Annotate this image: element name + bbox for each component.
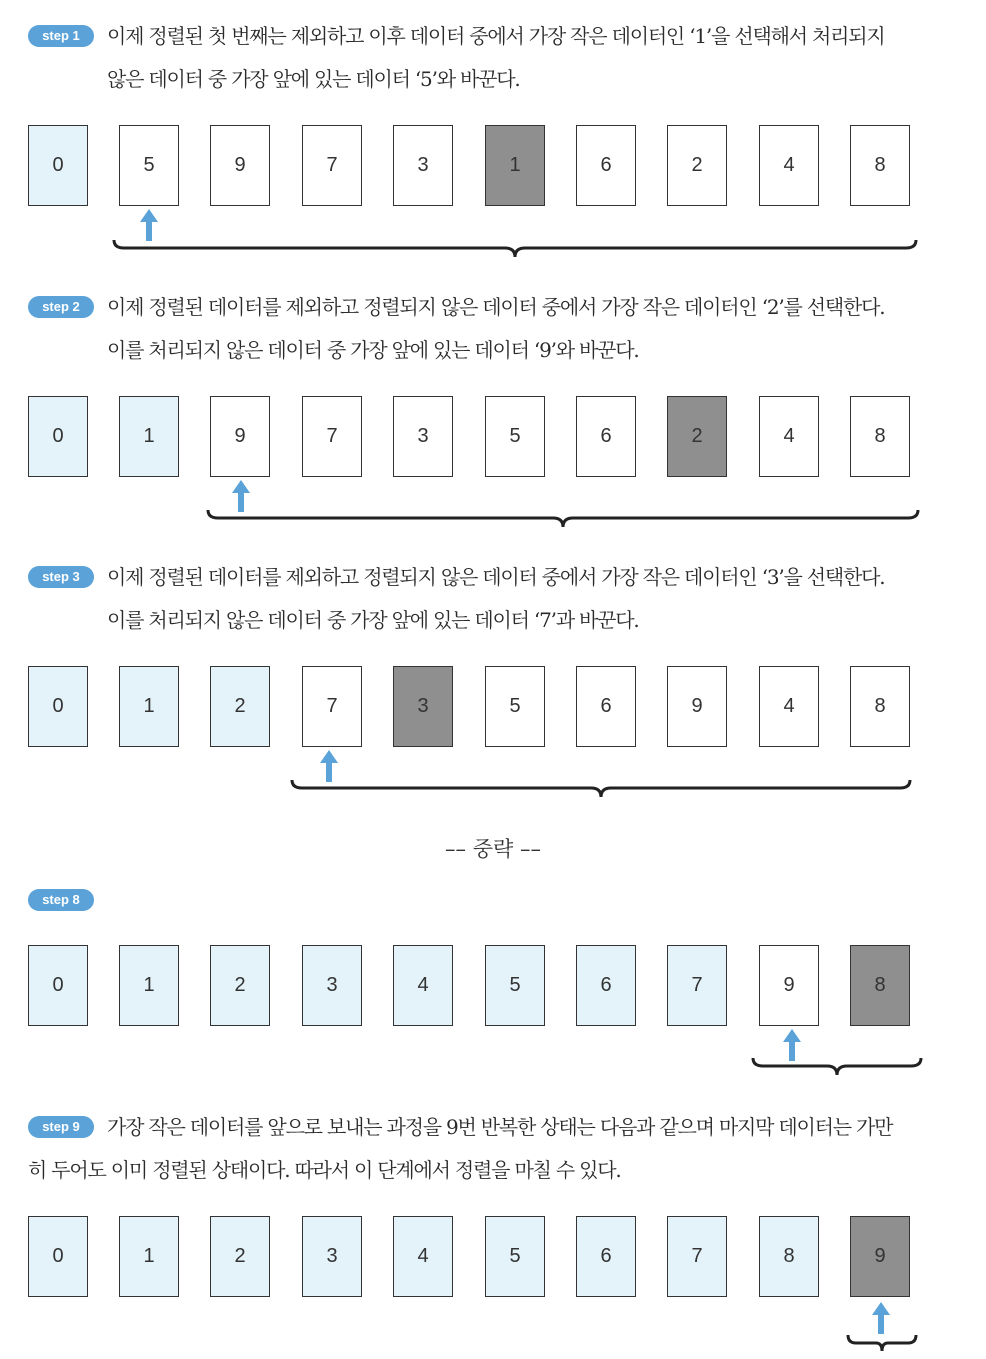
step-2-range-brace-icon	[206, 508, 920, 530]
step-8-cell-2: 2	[210, 945, 270, 1026]
step-2-cell-1: 1	[119, 396, 179, 477]
step-8-cell-7: 7	[667, 945, 727, 1026]
step-8-cell-5: 5	[485, 945, 545, 1026]
step-2-cell-5: 5	[485, 396, 545, 477]
step-8-cell-0: 0	[28, 945, 88, 1026]
omission-marker: –– 중략 ––	[445, 837, 541, 861]
step-1-pointer-arrow-icon	[139, 208, 159, 241]
step-2-cell-9: 8	[850, 396, 910, 477]
step-1-badge: step 1	[28, 25, 94, 47]
step-3-cell-6: 6	[576, 666, 636, 747]
step-1-cell-4: 3	[393, 125, 453, 206]
step-8-badge: step 8	[28, 889, 94, 911]
step-9-cell-5: 5	[485, 1216, 545, 1297]
step-3-range-brace-icon	[290, 778, 912, 800]
step-3-badge: step 3	[28, 566, 94, 588]
step-3-cell-3: 7	[302, 666, 362, 747]
step-9-text-line-1: 가장 작은 데이터를 앞으로 보내는 과정을 9번 반복한 상태는 다음과 같으며 마지막 데이터는 가만	[107, 1115, 893, 1139]
step-1-text-line-1: 이제 정렬된 첫 번째는 제외하고 이후 데이터 중에서 가장 작은 데이터인 ‘1’을 선택해서 처리되지	[107, 24, 885, 48]
step-1-cell-3: 7	[302, 125, 362, 206]
step-2-text-line-2: 이를 처리되지 않은 데이터 중 가장 앞에 있는 데이터 ‘9’와 바꾼다.	[107, 338, 639, 362]
step-9-badge: step 9	[28, 1116, 94, 1138]
step-2-cell-7: 2	[667, 396, 727, 477]
step-8-cell-4: 4	[393, 945, 453, 1026]
step-8-cell-8: 9	[759, 945, 819, 1026]
step-3-text-line-2: 이를 처리되지 않은 데이터 중 가장 앞에 있는 데이터 ‘7’과 바꾼다.	[107, 608, 639, 632]
step-9-cell-8: 8	[759, 1216, 819, 1297]
step-1-cell-8: 4	[759, 125, 819, 206]
step-1-cell-0: 0	[28, 125, 88, 206]
step-1-cell-1: 5	[119, 125, 179, 206]
step-1-cell-6: 6	[576, 125, 636, 206]
step-8-cell-1: 1	[119, 945, 179, 1026]
step-3-cell-4: 3	[393, 666, 453, 747]
step-2-cell-8: 4	[759, 396, 819, 477]
step-3-cell-7: 9	[667, 666, 727, 747]
step-9-cell-2: 2	[210, 1216, 270, 1297]
step-9-cell-7: 7	[667, 1216, 727, 1297]
step-2-text-line-1: 이제 정렬된 데이터를 제외하고 정렬되지 않은 데이터 중에서 가장 작은 데이터인 ‘2’를 선택한다.	[107, 295, 885, 319]
step-8-cell-3: 3	[302, 945, 362, 1026]
step-9-range-brace-icon	[846, 1333, 918, 1355]
step-2-cell-3: 7	[302, 396, 362, 477]
step-3-cell-5: 5	[485, 666, 545, 747]
step-3-cell-2: 2	[210, 666, 270, 747]
step-9-cell-4: 4	[393, 1216, 453, 1297]
step-9-pointer-arrow-icon	[871, 1301, 891, 1334]
step-3-text-line-1: 이제 정렬된 데이터를 제외하고 정렬되지 않은 데이터 중에서 가장 작은 데이터인 ‘3’을 선택한다.	[107, 565, 885, 589]
step-9-cell-9: 9	[850, 1216, 910, 1297]
step-1-text-line-2: 않은 데이터 중 가장 앞에 있는 데이터 ‘5’와 바꾼다.	[107, 67, 520, 91]
step-3-cell-8: 4	[759, 666, 819, 747]
step-9-cell-6: 6	[576, 1216, 636, 1297]
step-8-cell-9: 8	[850, 945, 910, 1026]
step-8-range-brace-icon	[751, 1056, 923, 1078]
step-1-cell-7: 2	[667, 125, 727, 206]
step-1-cell-9: 8	[850, 125, 910, 206]
step-9-cell-1: 1	[119, 1216, 179, 1297]
step-2-cell-6: 6	[576, 396, 636, 477]
step-3-cell-9: 8	[850, 666, 910, 747]
step-1-cell-5: 1	[485, 125, 545, 206]
step-8-cell-6: 6	[576, 945, 636, 1026]
step-1-cell-2: 9	[210, 125, 270, 206]
step-2-cell-0: 0	[28, 396, 88, 477]
step-3-cell-1: 1	[119, 666, 179, 747]
step-2-cell-4: 3	[393, 396, 453, 477]
step-2-cell-2: 9	[210, 396, 270, 477]
step-3-cell-0: 0	[28, 666, 88, 747]
step-9-text-line-2: 히 두어도 이미 정렬된 상태이다. 따라서 이 단계에서 정렬을 마칠 수 있다.	[28, 1158, 621, 1182]
step-9-cell-0: 0	[28, 1216, 88, 1297]
step-2-badge: step 2	[28, 296, 94, 318]
step-9-cell-3: 3	[302, 1216, 362, 1297]
step-1-range-brace-icon	[112, 238, 918, 260]
